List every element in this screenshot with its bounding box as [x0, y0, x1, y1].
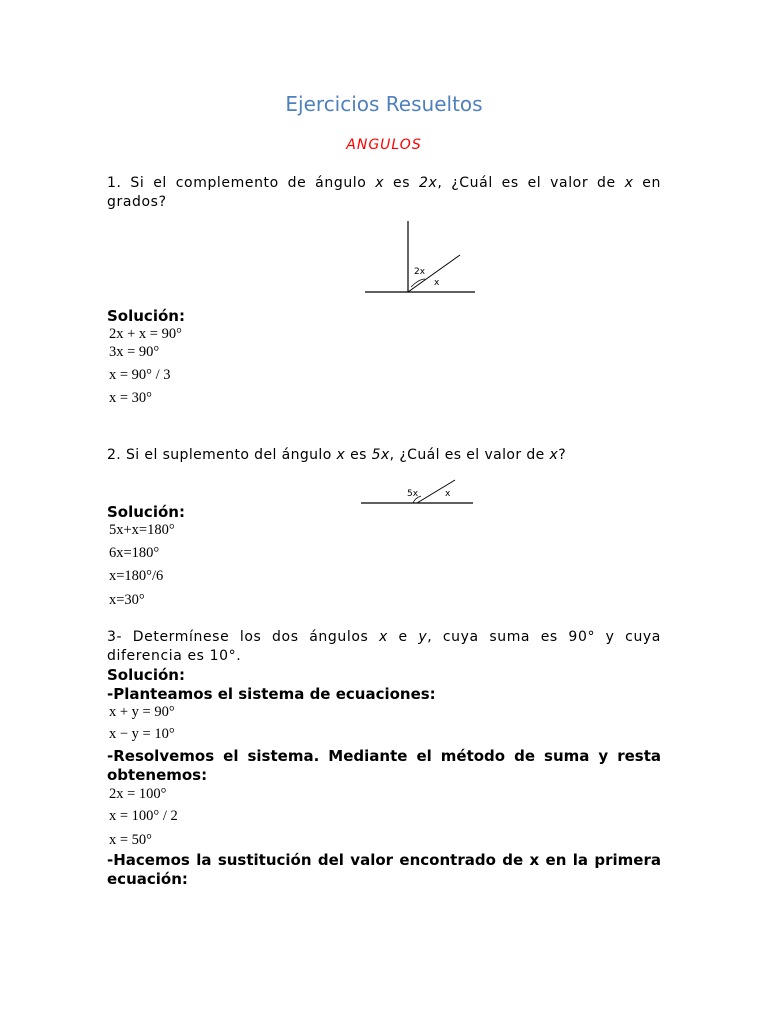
equation: x=180°/6	[109, 568, 164, 584]
equation: x − y = 10°	[109, 726, 175, 742]
figure-label-x: x	[434, 278, 440, 288]
complement-angle-figure	[345, 215, 485, 305]
solution-label: Solución:	[107, 666, 185, 684]
equation: x = 50°	[109, 832, 152, 848]
solution-label: Solución:	[107, 307, 185, 325]
equation: 5x+x=180°	[109, 522, 175, 538]
equation: 6x=180°	[109, 545, 160, 561]
question-3: 3- Determínese los dos ángulos x e y, cuya suma es 90° y cuya diferencia es 10°.	[107, 629, 661, 664]
equation: x = 90° / 3	[109, 367, 171, 383]
page-title: Ejercicios Resueltos	[285, 92, 483, 116]
equation: x=30°	[109, 592, 145, 608]
equation: 2x + x = 90°	[109, 326, 182, 342]
supplement-angle-figure	[355, 474, 480, 510]
section-title: ANGULOS	[346, 137, 422, 153]
figure-label-2x: 2x	[414, 267, 426, 277]
equation: x = 100° / 2	[109, 808, 178, 824]
question-1: 1. Si el complemento de ángulo x es 2x, ¿Cuál es el valor de x en grados?	[107, 175, 661, 210]
solution-label: Solución:	[107, 503, 185, 521]
equation: 2x = 100°	[109, 786, 167, 802]
equation: 3x = 90°	[109, 344, 160, 360]
figure-label-x: x	[445, 489, 451, 499]
equation: x + y = 90°	[109, 704, 175, 720]
question-2: 2. Si el suplemento del ángulo x es 5x, ¿Cuál es el valor de x?	[107, 447, 567, 463]
figure-label-5x: 5x	[407, 489, 419, 499]
step-heading: -Planteamos el sistema de ecuaciones:	[107, 685, 436, 703]
step-heading: -Hacemos la sustitución del valor encontrado de x en la primera ecuación:	[107, 851, 661, 888]
step-heading: -Resolvemos el sistema. Mediante el método de suma y resta obtenemos:	[107, 747, 661, 784]
equation: x = 30°	[109, 390, 152, 406]
